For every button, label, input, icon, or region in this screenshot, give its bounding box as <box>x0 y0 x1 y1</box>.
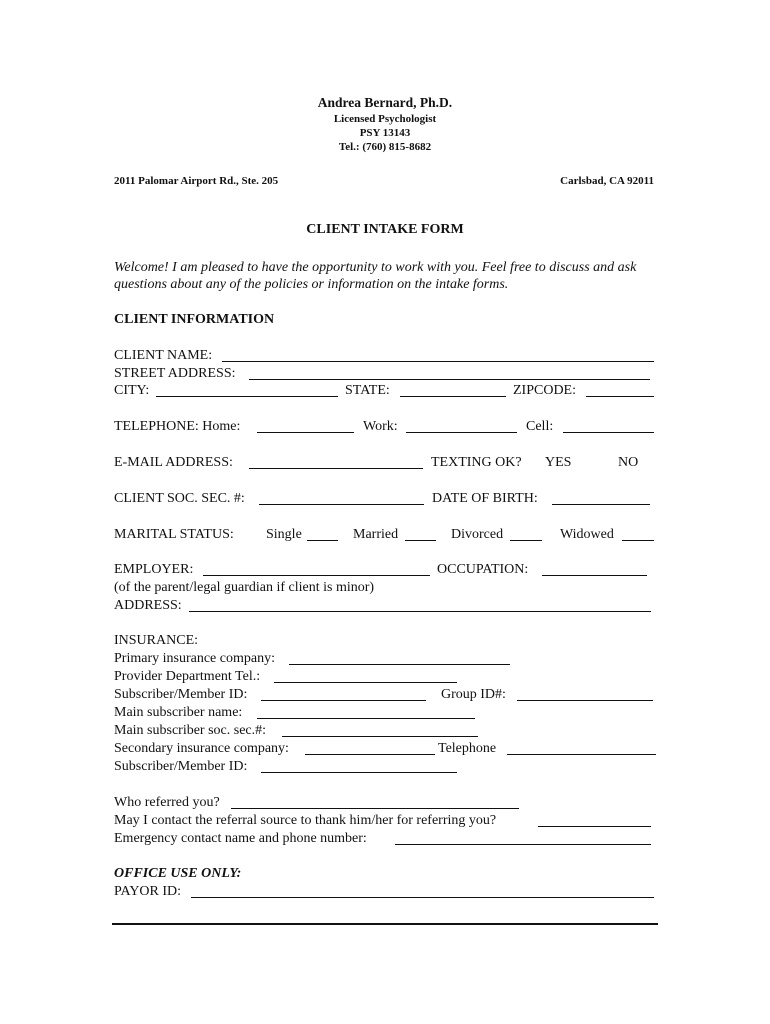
office-city-state: Carlsbad, CA 92011 <box>560 175 654 187</box>
state-field[interactable] <box>400 396 506 397</box>
email-label: E-MAIL ADDRESS: <box>114 455 233 470</box>
email-field[interactable] <box>249 468 423 469</box>
provider-name: Andrea Bernard, Ph.D. <box>317 95 453 110</box>
client-ssn-label: CLIENT SOC. SEC. #: <box>114 491 245 506</box>
occupation-field[interactable] <box>542 575 647 576</box>
client-information-heading: CLIENT INFORMATION <box>114 312 275 327</box>
client-name-label: CLIENT NAME: <box>114 348 213 363</box>
subscriber-id-2-label: Subscriber/Member ID: <box>114 759 248 774</box>
payor-id-label: PAYOR ID: <box>114 884 182 899</box>
guardian-note: (of the parent/legal guardian if client is minor) <box>114 580 375 595</box>
group-id-label: Group ID#: <box>441 687 506 702</box>
provider-phone: Tel.: (760) 815-8682 <box>338 141 432 153</box>
marital-married-label: Married <box>353 527 399 542</box>
cell-phone-label: Cell: <box>526 419 554 434</box>
secondary-insurance-field[interactable] <box>305 754 435 755</box>
marital-single-field[interactable] <box>307 540 338 541</box>
marital-married-field[interactable] <box>405 540 436 541</box>
group-id-field[interactable] <box>517 700 653 701</box>
occupation-label: OCCUPATION: <box>437 562 529 577</box>
zipcode-label: ZIPCODE: <box>513 383 576 398</box>
subscriber-id-label: Subscriber/Member ID: <box>114 687 248 702</box>
may-contact-label: May I contact the referral source to thank him/her for referring you? <box>114 813 497 828</box>
texting-no-option[interactable]: NO <box>618 455 639 470</box>
secondary-insurance-label: Secondary insurance company: <box>114 741 289 756</box>
main-subscriber-ssn-field[interactable] <box>282 736 478 737</box>
city-label: CITY: <box>114 383 150 398</box>
bottom-rule <box>112 923 658 925</box>
marital-divorced-field[interactable] <box>510 540 542 541</box>
provider-tel-label: Provider Department Tel.: <box>114 669 261 684</box>
marital-widowed-label: Widowed <box>560 527 614 542</box>
primary-insurance-field[interactable] <box>289 664 510 665</box>
provider-tel-field[interactable] <box>274 682 457 683</box>
form-title: CLIENT INTAKE FORM <box>306 222 464 237</box>
secondary-telephone-field[interactable] <box>507 754 656 755</box>
marital-status-label: MARITAL STATUS: <box>114 527 234 542</box>
main-subscriber-ssn-label: Main subscriber soc. sec.#: <box>114 723 267 738</box>
main-subscriber-name-label: Main subscriber name: <box>114 705 243 720</box>
employer-label: EMPLOYER: <box>114 562 194 577</box>
office-street-address: 2011 Palomar Airport Rd., Ste. 205 <box>114 175 279 187</box>
office-use-heading: OFFICE USE ONLY: <box>114 866 242 881</box>
client-ssn-field[interactable] <box>259 504 424 505</box>
street-address-field[interactable] <box>249 379 650 380</box>
date-of-birth-field[interactable] <box>552 504 650 505</box>
employer-field[interactable] <box>203 575 430 576</box>
state-label: STATE: <box>345 383 390 398</box>
subscriber-id-field[interactable] <box>261 700 426 701</box>
cell-phone-field[interactable] <box>563 432 654 433</box>
provider-credential: Licensed Psychologist <box>333 113 437 125</box>
telephone-home-label: TELEPHONE: Home: <box>114 419 241 434</box>
marital-single-label: Single <box>266 527 302 542</box>
employer-address-label: ADDRESS: <box>114 598 182 613</box>
date-of-birth-label: DATE OF BIRTH: <box>432 491 538 506</box>
may-contact-field[interactable] <box>538 826 651 827</box>
city-field[interactable] <box>156 396 338 397</box>
welcome-message: Welcome! I am pleased to have the opportunity to work with you. Feel free to discuss and ask questions about any of the policies or information on the intake forms. <box>114 260 637 292</box>
who-referred-field[interactable] <box>231 808 519 809</box>
work-phone-field[interactable] <box>406 432 517 433</box>
employer-address-field[interactable] <box>189 611 651 612</box>
marital-divorced-label: Divorced <box>451 527 504 542</box>
secondary-telephone-label: Telephone <box>438 741 497 756</box>
texting-yes-option[interactable]: YES <box>545 455 572 470</box>
telephone-home-field[interactable] <box>257 432 354 433</box>
insurance-heading: INSURANCE: <box>114 633 199 648</box>
provider-license: PSY 13143 <box>359 127 411 139</box>
primary-insurance-label: Primary insurance company: <box>114 651 275 666</box>
main-subscriber-name-field[interactable] <box>257 718 475 719</box>
marital-widowed-field[interactable] <box>622 540 654 541</box>
work-phone-label: Work: <box>363 419 398 434</box>
client-name-field[interactable] <box>222 361 654 362</box>
texting-ok-label: TEXTING OK? <box>431 455 522 470</box>
zipcode-field[interactable] <box>586 396 654 397</box>
who-referred-label: Who referred you? <box>114 795 220 810</box>
emergency-contact-field[interactable] <box>395 844 651 845</box>
subscriber-id-2-field[interactable] <box>261 772 457 773</box>
emergency-contact-label: Emergency contact name and phone number: <box>114 831 367 846</box>
payor-id-field[interactable] <box>191 897 654 898</box>
street-address-label: STREET ADDRESS: <box>114 366 236 381</box>
